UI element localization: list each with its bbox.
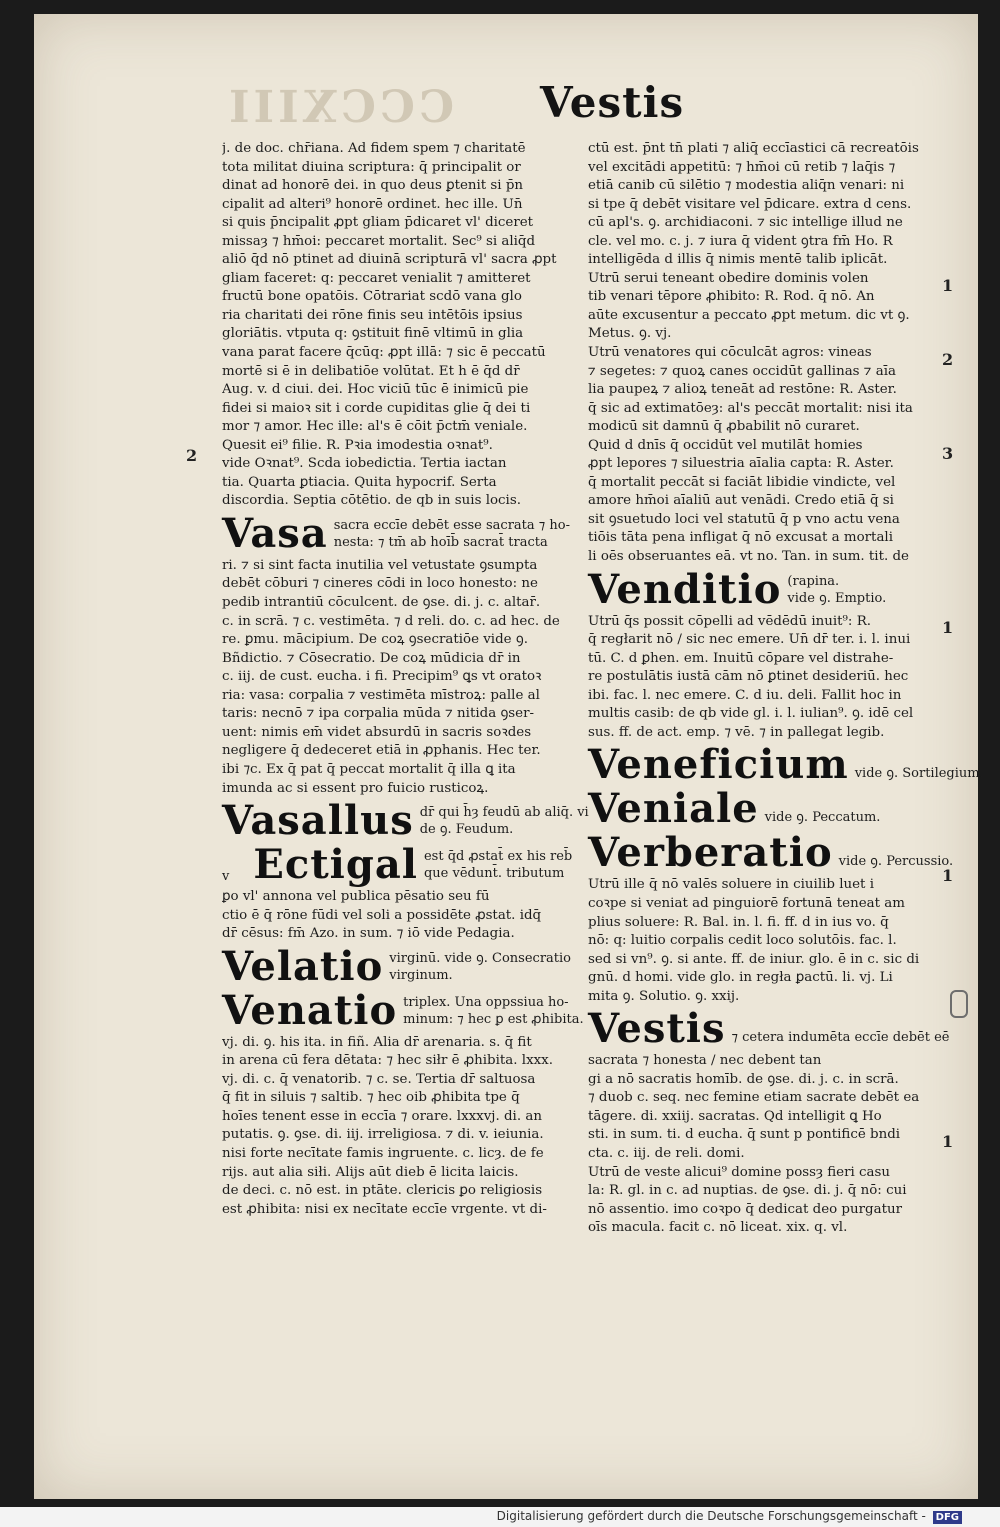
text-line: ria charitati dei rōne finis seu intētōis ipsius <box>222 307 523 323</box>
veneficium-side: vide ꝯ. Sortilegium. <box>854 766 984 782</box>
text-line: tib̄ venari tēpore ꝓhibito: R. Rod. q̄ nō. An <box>588 289 875 305</box>
text-line: cū apl's. ꝯ. archidiaconi. ⁊ sic intellige illud ne <box>588 215 903 231</box>
text-line: Utrū q̄s possit cōpelli ad vēdēdū inuit⁹: R. <box>588 613 872 629</box>
text-line: Utrū de veste alicui⁹ domine possȝ fieri casu <box>588 1164 891 1180</box>
vestis-side: ⁊ cetera indumēta eccīe debēt eē <box>731 1030 950 1046</box>
text-line: ibi. fac. l. nec emere. C. d̄ iu. deli. Fallit hoc in <box>588 687 902 703</box>
text-line: mortē si ē in delibatiōe volūtat. Et h̄ ē q̄d dr̄ <box>222 363 520 379</box>
text-line: amore hm̄oi aīaliū aut venādi. Credo etiā q̄ si <box>588 493 894 509</box>
text-line: mita ꝯ. Solutio. ꝯ. xxij. <box>588 988 740 1004</box>
entry-vasallus <box>222 797 589 845</box>
vasallus-side-line2: de ꝯ. Feudum. <box>419 822 514 838</box>
text-line: vj. di. c. q̄ venatorib̄. ⁊ c. se. Tertia dr̄ saltuosa <box>222 1071 536 1087</box>
ectigal-prefix: v <box>222 868 230 884</box>
text-line: tū. C. d̄ ꝑhen. em. Inuitū cōpare vel distrahe- <box>588 650 894 666</box>
headword-vasa: Vasa <box>222 509 328 557</box>
headword-vestis: Vestis <box>588 1005 726 1053</box>
velatio-side-line2: virginum. <box>389 967 453 983</box>
text-line: sed si vn⁹. ꝯ. si ante. ff. de iniur. glo. ē in c. sic di <box>588 951 920 967</box>
text-line: ria: vasa: corpalia ⁊ vestimēta mīstroꝝ: palle al <box>222 687 540 703</box>
text-line: negligere q̄ dedeceret etiā in ꝓphanis. Hec ter. <box>222 743 541 759</box>
venatio-text <box>222 1034 562 1219</box>
entry-ectigal <box>222 841 573 889</box>
text-line: q̄ mortalit̄ peccāt si faciāt libidie vindicte, vel <box>588 474 896 490</box>
venditio-text <box>588 613 928 743</box>
text-line: oīs macula. facit c. nō liceat. xix. q. vl. <box>588 1220 848 1236</box>
headword-verberatio: Verberatio <box>588 829 833 877</box>
text-line: re. ꝑmu. mācipium. De coꝝ ꝯsecratiōe vide ꝯ. <box>222 632 528 648</box>
text-line: sus. ff. de act. emp. ⁊ vē. ⁊ in pallegat̄ legib̄. <box>588 724 885 740</box>
text-line: vj. di. ꝯ. his ita. in fiñ. Alia dr̄ arenaria. s. q̄ fit <box>222 1034 532 1050</box>
text-line: j. de doc. chr̄iana. Ad fidem spem ⁊ charitatē <box>222 141 526 156</box>
text-line: uent̄: nimis em̄ videt̄ absurdū in sacris soꝛdes <box>222 724 532 740</box>
text-line: c. in scrā. ⁊ c. vestimēta. ⁊ d̄ reli. do. c. ad hec. de <box>222 613 560 629</box>
text-line: fidei si maioꝛ sit i corde cupiditas gl̄ie q̄ dei ti <box>222 400 531 416</box>
right-column <box>588 140 984 1238</box>
entry-vestis <box>588 1005 950 1053</box>
text-line: ibi ⁊c. Ex q̄ pat̄ q̄ peccat mortalit̄ q̄ illa ꝗ ita <box>222 761 516 777</box>
text-line: q̄ sic ad extimatōeȝ: al's peccāt mortalit̄: nisi ita <box>588 400 913 416</box>
entry-velatio <box>222 942 571 990</box>
text-line: discordia. Septia cōtētio. de qb̄ in suis locis. <box>222 493 521 509</box>
text-line: gloriātis. vtputa q: ꝯstituit finē vltimū in glia <box>222 326 524 342</box>
text-line: lia paupeꝝ ⁊ alioꝝ teneāt ad restōne: R. Aster. <box>588 382 897 398</box>
text-line: ꝓpt̄ lepores ⁊ siluestria aīalia capta: R. Aster. <box>588 456 894 472</box>
text-line: Aug. v. d̄ ciui. dei. Hoc viciū tūc ē inimicū pie <box>222 382 529 398</box>
text-line: nō: q: luitio corpalis cedit loco solutōis. fac. l. <box>588 933 897 949</box>
entry-verberatio <box>588 829 954 877</box>
text-line: Bñdictio. ⁊ Cōsecratio. De coꝝ mūdicia dr̄ in <box>222 650 521 666</box>
entry-veneficium <box>588 741 984 789</box>
text-line: est ꝓhibita: nisi ex necītate eccīe vrgente. vt di- <box>222 1201 547 1217</box>
entry-veniale <box>588 785 928 833</box>
text-line: q̄ regłarit̄ nō / sic nec emere. Un̄ dr̄ ter. i. l. inui <box>588 632 911 648</box>
text-line: Utrū serui teneant̄ obedire dominis volen <box>588 270 869 286</box>
margin-number: 1 <box>942 276 954 295</box>
vasa-side-line1: sacra eccīe debēt esse sacrata ⁊ ho- <box>333 517 570 533</box>
text-line: q̄ fit in siluis ⁊ saltib̄. ⁊ hec oib̄ ꝓhibita tpe q̄ <box>222 1090 520 1106</box>
entry-venatio <box>222 986 584 1034</box>
text-line: Quesit ei⁹ filie. R. Pꝛia imodestia oꝛnat⁹. <box>222 437 493 453</box>
text-line: tota militat diuina scriptura: q̄ principalit̄ or <box>222 159 521 175</box>
text-line: si tpe q̄ debēt visitare vel p̄dicare. extra d̄ cens. <box>588 196 912 212</box>
text-line: modicū sit damnū q̄ ꝓbabilit̄ nō curaret. <box>588 419 860 435</box>
text-line: hoīes tenent̄ esse in eccīa ⁊ orare. lxxxvj. di. an <box>222 1108 542 1124</box>
text-line: ⁊ segetes: ⁊ quoꝝ canes occidūt gallinas ⁊ aīa <box>588 363 896 379</box>
text-line: coꝛpe si veniat ad pinguiorē fortunā teneat̄ am <box>588 895 905 911</box>
text-line: tia. Quarta ꝑtiacia. Quita hypocrif. Serta <box>222 474 497 490</box>
margin-number: 2 <box>186 446 198 465</box>
text-line: dr̄ cēsus: fm̄ Azo. in sum. ⁊ iō vide Pedagia. <box>222 926 515 942</box>
margin-number: 2 <box>942 350 954 369</box>
dfg-logo: DFG <box>933 1511 962 1524</box>
text-line: ꝑo vl' annona vel publica pēsatio seu fū <box>222 889 490 905</box>
margin-number: 1 <box>942 1132 954 1151</box>
vasa-text <box>222 557 562 798</box>
verberatio-side: vide ꝯ. Percussio. <box>838 854 954 870</box>
text-line: intelligēda d̄ illis q̄ nimis mentē talib̄ iplicāt. <box>588 252 888 268</box>
text-line: nō assentio. imo coꝛpo q̄ dedicat̄ deo purgatur <box>588 1201 902 1217</box>
vasa-side-line2: nesta: ⁊ tm̄ ab hoīb̄ sacrat̄ tracta <box>333 534 548 550</box>
text-line: vel excitādi appetitū: ⁊ hm̄oi cū retib̄ ⁊ laq̄is ⁊ <box>588 159 896 175</box>
text-line: sit ꝯsuetudo loci vel statutū q̄ p vno actu vena <box>588 511 900 527</box>
left-column <box>222 140 589 1219</box>
text-line: c. iij. de cust. eucha. i fi. Precipim⁹ ꝗs vt oratoꝛ <box>222 669 542 685</box>
headword-venatio: Venatio <box>222 986 398 1034</box>
ectigal-text <box>222 888 562 944</box>
text-line: dinat̄ ad honorē dei. in quo deus ꝑtenit si p̄n <box>222 178 524 194</box>
text-line: rijs. aut alia siłi. Alijs aūt dieb̄ ē licita laicis. <box>222 1164 519 1180</box>
headword-vasallus: Vasallus <box>222 797 414 845</box>
headword-veneficium: Veneficium <box>588 741 849 789</box>
veniale-side: vide ꝯ. Peccatum. <box>764 810 881 826</box>
venditio-side-line2: vide ꝯ. Emptio. <box>787 590 887 606</box>
text-line: ctio ē q̄ rōne fūdi vel soli a possidēte ꝓstat̄. idq̄ <box>222 907 542 923</box>
text-line: tāgere. di. xxiij. sacratas. Qd̄ intelligit̄ ꝗ Ho <box>588 1108 882 1124</box>
text-line: Utrū venatores qui cōculcāt agros: vineas <box>588 345 872 361</box>
margin-number: 3 <box>942 444 954 463</box>
text-line: pedib̄ intrantiū cōculcent̄. de ꝯse. di. j. c. altar̄. <box>222 595 541 611</box>
text-line: si quis p̄ncipalit̄ ꝓpt̄ gl̄iam p̄dicaret vl' diceret <box>222 215 534 231</box>
headword-ectigal: Ectigal <box>253 841 418 889</box>
clip-mark <box>950 990 968 1018</box>
text-line: sti. in sum. ti. d̄ eucha. q̄ sunt p pontificē bndi <box>588 1127 901 1143</box>
text-line: vide Oꝛnat⁹. Scd̄a iobedictia. Tertia iactan <box>222 456 507 472</box>
margin-number: 1 <box>942 618 954 637</box>
text-line: gi a nō sacratis homīb̄. de ꝯse. di. j. c. in scrā. <box>588 1071 899 1087</box>
text-line: re postulātis iustā cām nō ꝑtinet desideriū. hec <box>588 669 909 685</box>
text-line: de deci. c. nō est. in ptāte. clericis ꝑo religiosis <box>222 1183 543 1199</box>
text-line: gnū. d̄ homi. vide glo. in regła ꝑactū. li. vj. Li <box>588 970 893 986</box>
left-column-top-text <box>222 140 562 511</box>
text-line: li oēs obseruantes eā. vt no. Tan. in sum. tit. de <box>588 549 909 565</box>
text-line: fructū bone opatōis. Cōtrariat̄ scdō vana glo <box>222 289 522 305</box>
text-line: mor ⁊ amor. Hec ille: al's ē cōit p̄ctm̄ veniale. <box>222 419 528 435</box>
running-head: Vestis <box>540 78 685 127</box>
venatio-side-line2: minum: ⁊ hec ꝑ est ꝓhibita. <box>403 1011 584 1027</box>
margin-number: 1 <box>942 866 954 885</box>
ectigal-side-line1: est q̄d ꝓstat̄ ex his reb̄ <box>423 849 573 865</box>
velatio-side-line1: virginū. vide ꝯ. Consecratio <box>389 950 571 966</box>
text-line: la: R. gl. in c. ad nuptias. de ꝯse. di. j. q̄ nō: cui <box>588 1183 907 1199</box>
text-line: cta. c. iij. de reli. domi. <box>588 1145 745 1161</box>
text-line: cipalit̄ ad alteri⁹ honorē ordinet̄. hec ille. Un̄ <box>222 196 523 212</box>
text-line: sacrata ⁊ honesta / nec debent tan <box>588 1053 822 1069</box>
right-column-top-text <box>588 140 928 567</box>
text-line: plius soluere: R. Bal. in. l. fi. ff. d̄ in ius vo. q̄ <box>588 914 889 930</box>
entry-vasa <box>222 509 570 557</box>
headword-veniale: Veniale <box>588 785 759 833</box>
vestis-text <box>588 1052 928 1237</box>
verberatio-text <box>588 876 928 1006</box>
text-line: debēt cōburi ⁊ cineres cōdi in loco honesto: ne <box>222 576 538 592</box>
venatio-side-line1: triplex. Una oppssiua ho- <box>403 994 569 1010</box>
footer-text: Digitalisierung gefördert durch die Deutsche Forschungsgemeinschaft - <box>496 1509 926 1523</box>
text-line: gl̄iam faceret: q: peccaret venialit̄ ⁊ amitteret <box>222 270 531 286</box>
text-line: imunda ac si essent pro fuicio rusticoꝝ. <box>222 780 489 796</box>
headword-venditio: Venditio <box>588 565 782 613</box>
text-line: ⁊ duob̄ c. seq. nec femine etiam sacrate debēt ea <box>588 1090 920 1106</box>
text-line: etiā canib̄ cū silētio ⁊ modestia aliq̄n venari: ni <box>588 178 905 194</box>
text-line: cle. vel mo. c. j. ⁊ iura q̄ vident̄ ꝯtra fm̄ Ho. R <box>588 233 893 249</box>
text-line: Quid d̄ dnīs q̄ occidūt vel mutilāt homies <box>588 437 863 453</box>
text-line: ctū est. p̄nt tn̄ plati ⁊ aliq̄ eccīastici cā recreatōis <box>588 141 919 156</box>
text-line: taris: necnō ⁊ ipa corpalia mūda ⁊ nitida ꝯser- <box>222 706 535 722</box>
text-line: Utrū ille q̄ nō valēs soluere in ciuilib̄ luet i <box>588 877 874 893</box>
text-line: missaȝ ⁊ hm̄oi: peccaret mortalit̄. Sec⁹ si aliq̄d <box>222 233 536 249</box>
text-line: vana parat̄ facere q̄cūq: ꝓpt̄ illā: ⁊ sic ē peccatū <box>222 345 546 361</box>
text-line: aūte excusentur a peccato ꝓpt̄ metum. dic vt ꝯ. <box>588 307 910 323</box>
ectigal-side-line2: que vēdunt̄. tributum <box>423 866 565 882</box>
text-line: nisi forte necītate famis ingruente. c. licȝ. de fe <box>222 1145 544 1161</box>
text-line: tiōis tāta pena infligat̄ q̄ nō excusat a mortali <box>588 530 893 546</box>
text-line: multis casib̄: de qb̄ vide gl. i. l. iulian⁹. ꝯ. idē cel <box>588 706 914 722</box>
text-line: aliō q̄d nō ptinet ad diuinā scripturā vl' sacra ꝓpt̄ <box>222 252 557 268</box>
headword-velatio: Velatio <box>222 942 384 990</box>
text-line: putatis. ꝯ. ꝯse. di. iij. irreligiosa. ⁊ di. v. ieiunia. <box>222 1127 544 1143</box>
venditio-side-line1: (rapina. <box>787 573 840 589</box>
bleed-through-text: CCCXIII <box>225 82 454 133</box>
funding-footer <box>497 1509 962 1524</box>
text-line: Metus. ꝯ. vj. <box>588 326 672 342</box>
text-line: ri. ⁊ si sint facta inutilia vel vetustate ꝯsumpta <box>222 557 538 573</box>
text-line: in arena cū fera dētata: ⁊ hec siłr ē ꝓhibita. lxxx. <box>222 1053 553 1069</box>
vasallus-side-line1: dr̄ qui h̄ȝ feudū ab aliq̄. vi <box>419 805 589 821</box>
entry-venditio <box>588 565 928 613</box>
